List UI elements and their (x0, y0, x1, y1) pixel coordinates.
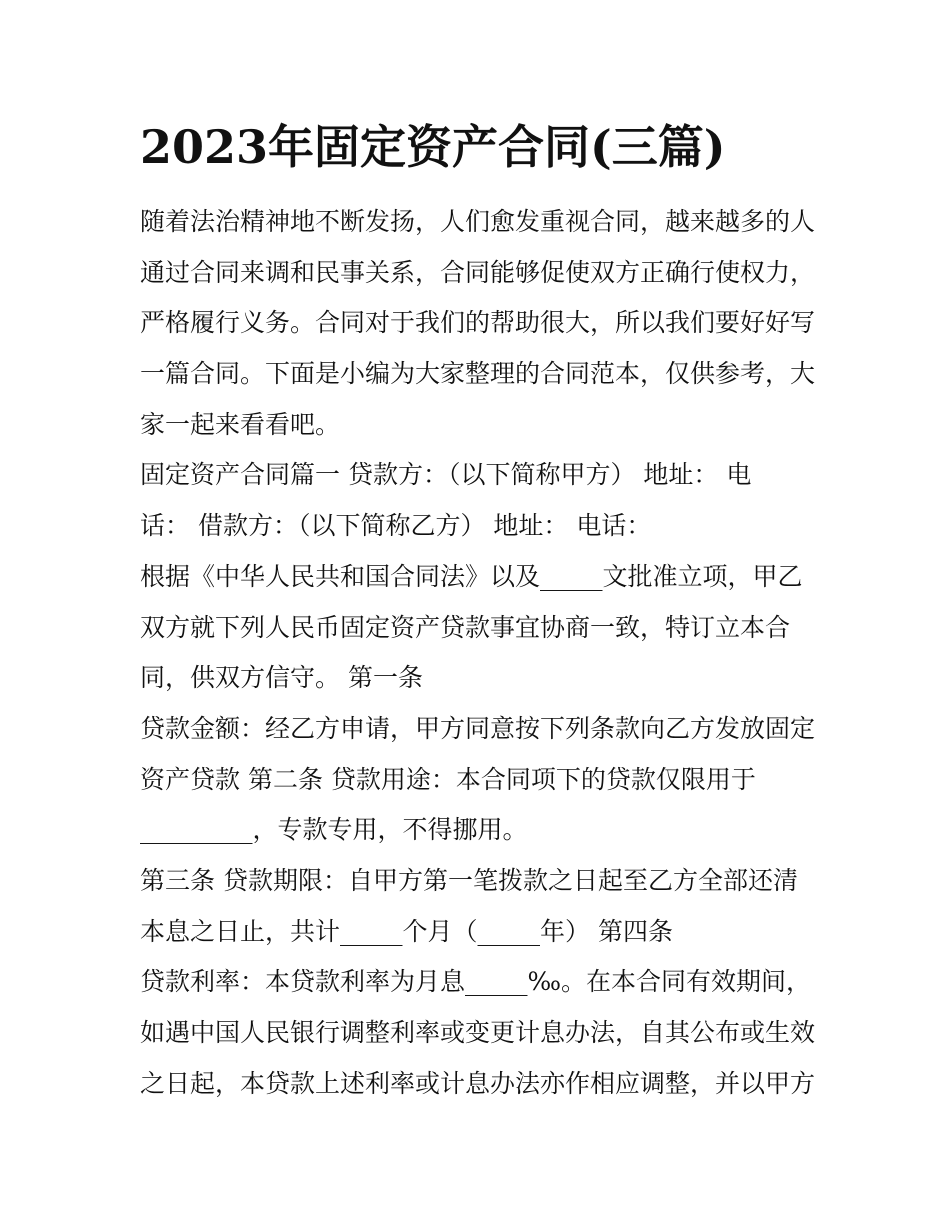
text-line: 固定资产合同篇一 贷款方：（以下简称甲方） 地址： 电 (140, 460, 752, 489)
text-line: _________，专款专用，不得挪用。 (140, 815, 528, 844)
text-line: 一篇合同。下面是小编为大家整理的合同范本，仅供参考，大 (140, 359, 816, 388)
page-title: 2023年固定资产合同(三篇) (140, 120, 726, 174)
text-line: 如遇中国人民银行调整利率或变更计息办法，自其公布或生效 (140, 1018, 816, 1047)
text-line: 家一起来看看吧。 (140, 410, 341, 439)
text-line: 资产贷款 第二条 贷款用途：本合同项下的贷款仅限用于 (140, 765, 756, 794)
text-line: 根据《中华人民共和国合同法》以及_____文批准立项，甲乙 (140, 562, 803, 591)
text-line: 双方就下列人民币固定资产贷款事宜协商一致，特订立本合 (140, 613, 791, 642)
text-line: 严格履行义务。合同对于我们的帮助很大，所以我们要好好写 (140, 308, 816, 337)
text-line: 随着法治精神地不断发扬，人们愈发重视合同，越来越多的人 (140, 207, 816, 236)
text-line: 本息之日止，共计_____个月（_____年） 第四条 (140, 917, 673, 946)
text-line: 话： 借款方：（以下简称乙方） 地址： 电话： (140, 511, 652, 540)
text-line: 贷款金额：经乙方申请，甲方同意按下列条款向乙方发放固定 (140, 714, 816, 743)
text-line: 同，供双方信守。 第一条 (140, 663, 423, 692)
text-line: 通过合同来调和民事关系，合同能够促使双方正确行使权力， (140, 258, 816, 287)
text-line: 贷款利率：本贷款利率为月息_____‰。在本合同有效期间， (140, 967, 812, 996)
text-line: 第三条 贷款期限：自甲方第一笔拨款之日起至乙方全部还清 (140, 866, 798, 895)
text-line: 之日起，本贷款上述利率或计息办法亦作相应调整，并以甲方 (140, 1069, 816, 1098)
